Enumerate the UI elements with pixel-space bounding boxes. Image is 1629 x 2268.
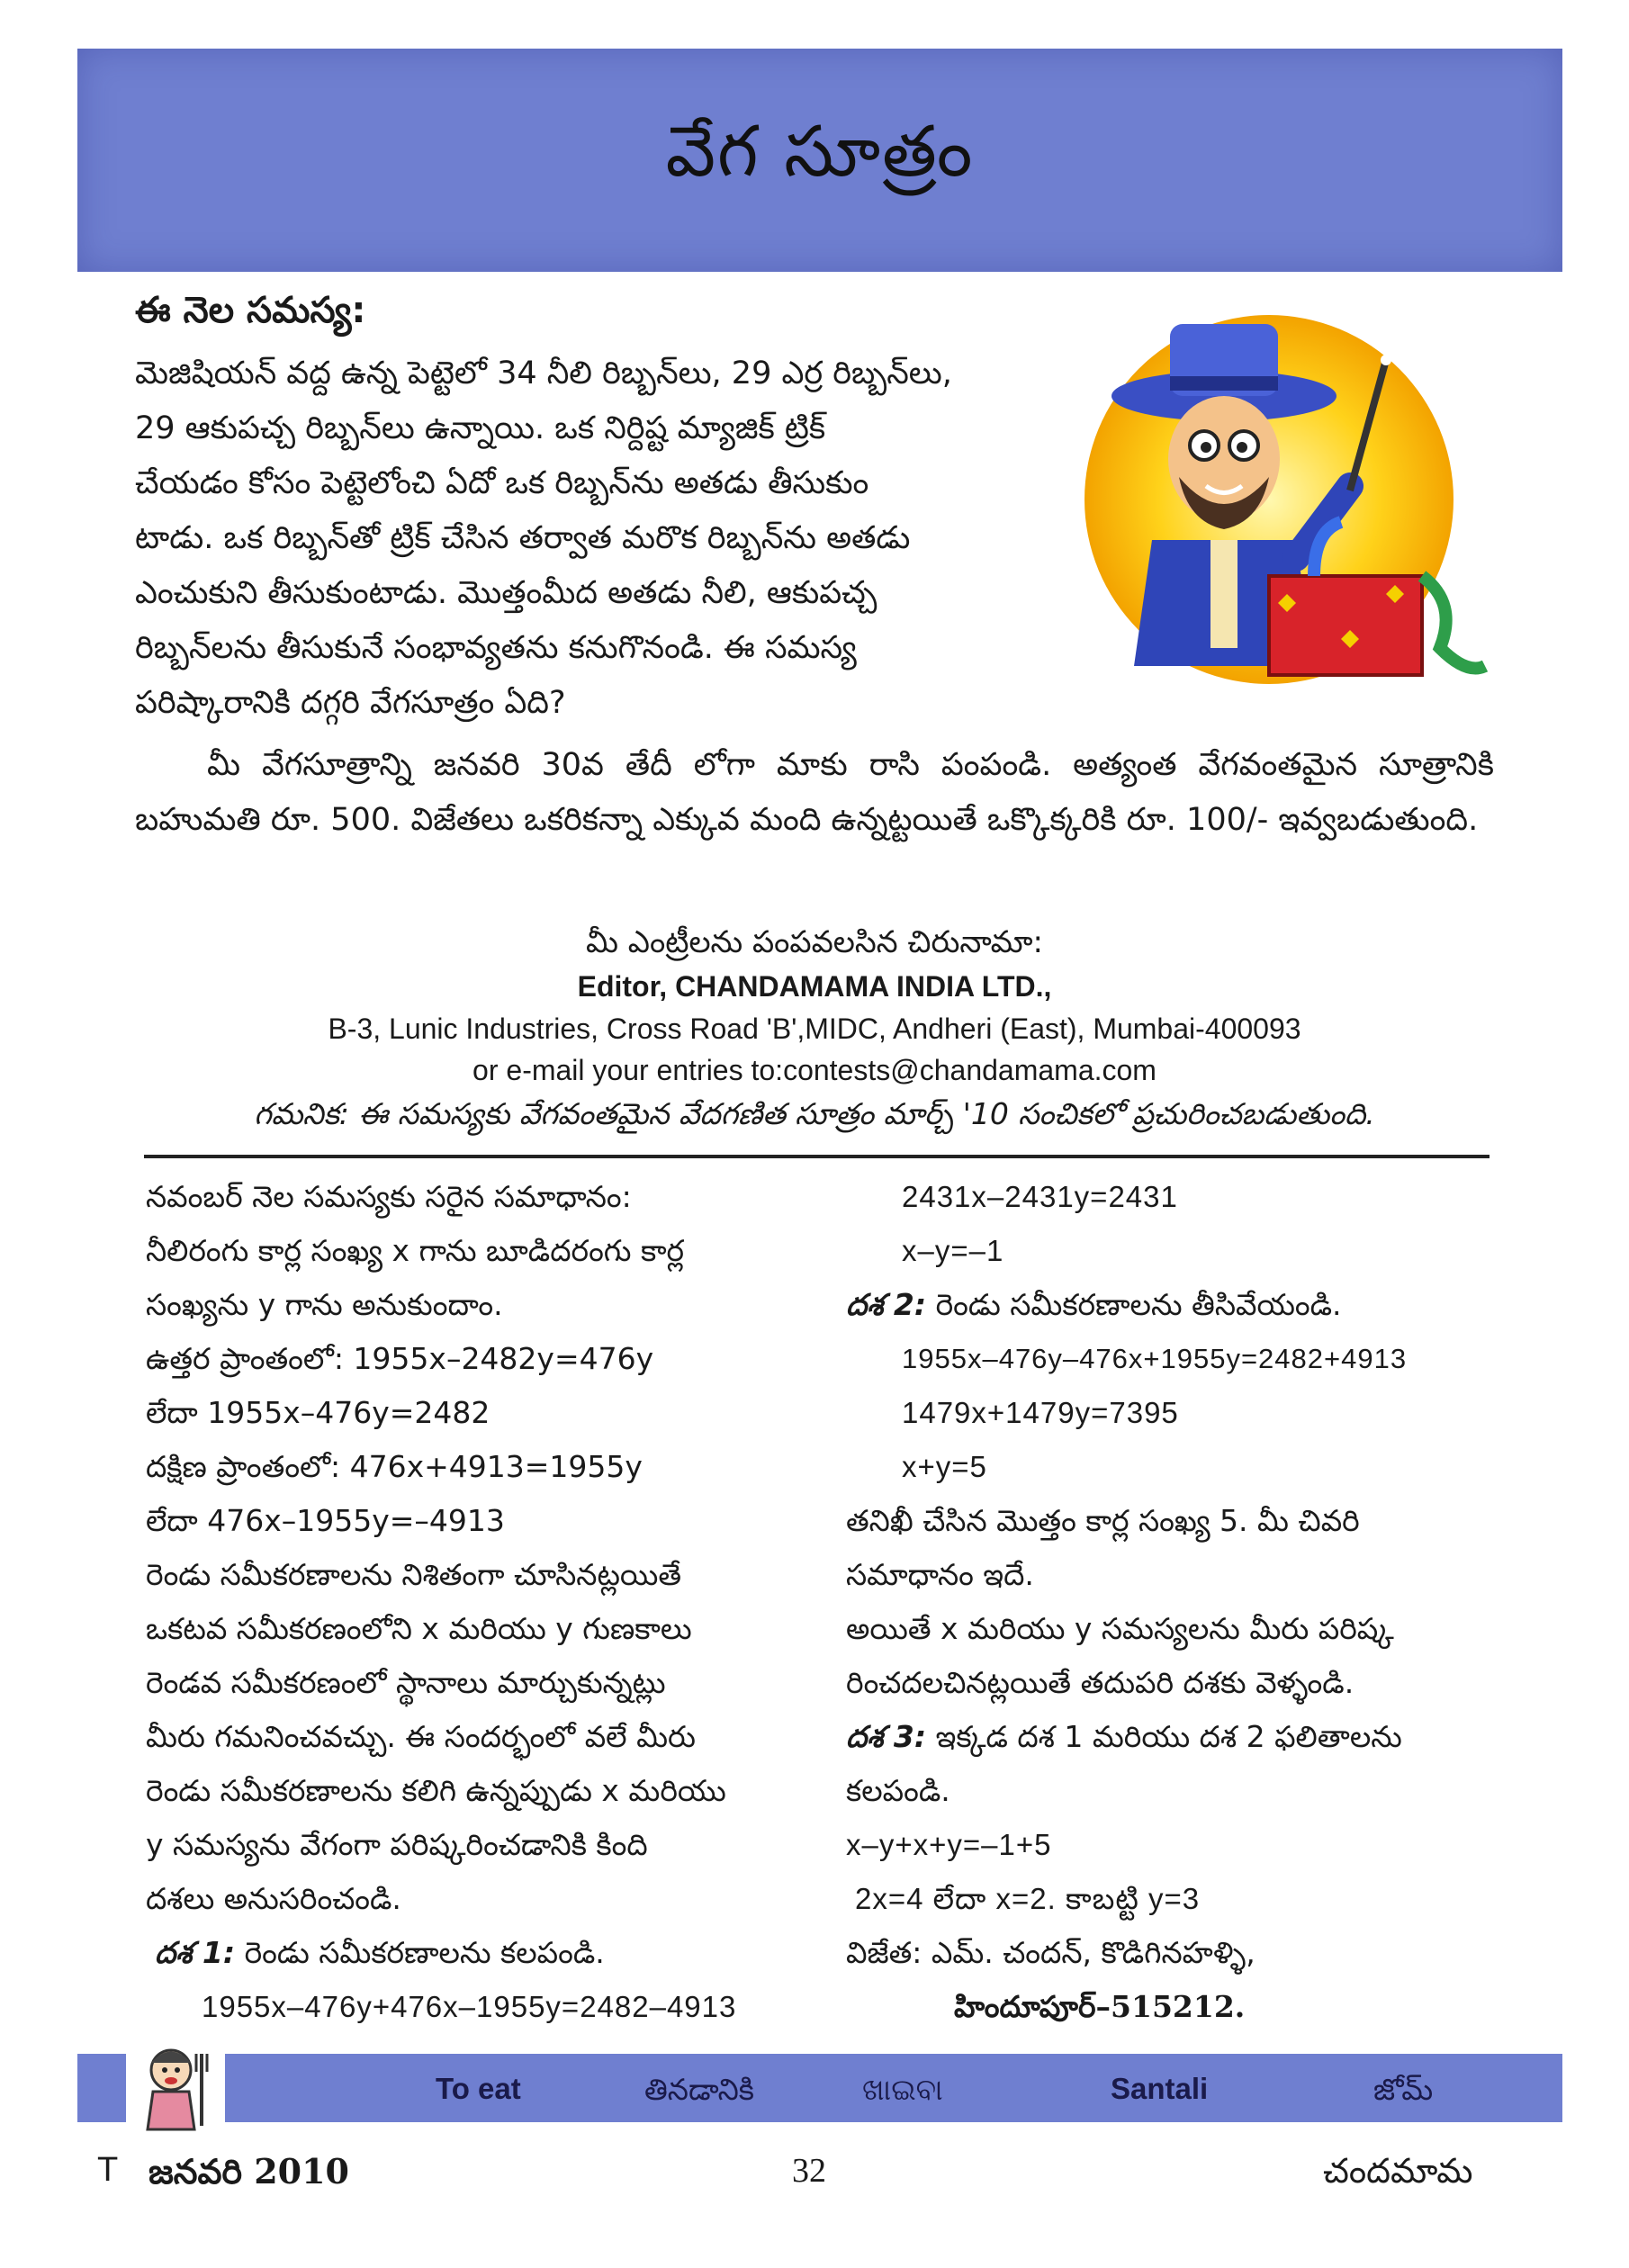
step2-text: రెండు సమీకరణాలను తీసివేయండి. [935, 1287, 1342, 1322]
solution-right-column [846, 1170, 1494, 2034]
problem-line: ఎంచుకుని తీసుకుంటాడు. మొత్తంమీద అతడు నీలి, ఆకుపచ్చ [135, 575, 878, 611]
header-banner [77, 49, 1562, 272]
page-number: 32 [792, 2152, 826, 2190]
problem-line: 29 ఆకుపచ్చ రిబ్బన్‌లు ఉన్నాయి. ఒక నిర్దిష్ట మ్యాజిక్ ట్రిక్ [135, 410, 826, 446]
solution-line: రెండవ సమీకరణంలో స్థానాలు మార్చుకున్నట్లు [146, 1665, 666, 1700]
solution-line: సంఖ్యను y గాను అనుకుందాం. [146, 1287, 503, 1322]
magician-illustration [1044, 306, 1494, 693]
band-odia: ଖାଇବା [862, 2072, 943, 2107]
footer-mark: T [97, 2151, 119, 2189]
solution-line: కలపండి. [846, 1773, 950, 1808]
step1 [146, 1926, 807, 1980]
solution-line: దక్షిణ ప్రాంతంలో: 476x+4913=1955y [146, 1449, 643, 1484]
solution-line: ఉత్తర ప్రాంతంలో: 1955x–2482y=476y [146, 1341, 654, 1376]
step3-label: దశ 3: [846, 1719, 927, 1754]
footer-date: జనవరి 2010 [148, 2151, 349, 2192]
step1-text: రెండు సమీకరణాలను కలపండి. [244, 1935, 605, 1970]
solution-line: మీరు గమనించవచ్చు. ఈ సందర్భంలో వలే మీరు [146, 1719, 696, 1754]
equation: 1479x+1479y=7395 [902, 1396, 1179, 1429]
street-address: B-3, Lunic Industries, Cross Road 'B',MIDC, Andheri (East), Mumbai-400093 [328, 1012, 1301, 1045]
magazine-name: చందమామ [1323, 2151, 1473, 2191]
eating-child-icon [126, 2036, 225, 2135]
problem-line: రిబ్బన్‌లను తీసుకునే సంభావ్యతను కనుగొనండి. ఈ సమస్య [135, 630, 857, 666]
solution-line: రెండు సమీకరణాలను కలిగి ఉన్నప్పుడు x మరియు [146, 1773, 726, 1808]
solution-line: y సమస్యను వేగంగా పరిష్కరించడానికి కింది [146, 1827, 648, 1862]
problem-line: మెజిషియన్ వద్ద ఉన్న పెట్టెలో 34 నీలి రిబ్బన్‌లు, 29 ఎర్ర రిబ్బన్‌లు, [135, 356, 952, 392]
equation: 2431x–2431y=2431 [902, 1180, 1178, 1213]
solution-line: ఒకటవ సమీకరణంలోని x మరియు y గుణకాలు [146, 1611, 692, 1646]
solution-line: సమాధానం ఇదే. [846, 1557, 1034, 1592]
solution-line: నవంబర్ నెల సమస్యకు సరైన సమాధానం: [146, 1179, 632, 1214]
solution-line: అయితే x మరియు y సమస్యలను మీరు పరిష్క [846, 1611, 1394, 1646]
solution-line: నీలిరంగు కార్ల సంఖ్య x గాను బూడిదరంగు కార్ల [146, 1233, 685, 1268]
problem-line: పరిష్కారానికి దగ్గరి వేగసూత్రం ఏది? [135, 685, 566, 721]
equation: x–y+x+y=–1+5 [846, 1828, 1052, 1861]
solution-line: రెండు సమీకరణాలను నిశితంగా చూసినట్లయితే [146, 1557, 682, 1592]
problem-body [135, 346, 1026, 731]
address-label: మీ ఎంట్రీలను పంపవలసిన చిరునామా: [586, 924, 1043, 960]
winner-label: విజేత: ఎమ్. చందన్, కొడిగినహళ్ళి, [846, 1935, 1256, 1970]
solution-line: లేదా 476x–1955y=–4913 [146, 1503, 505, 1538]
problem-heading: ఈ నెల సమస్య: [135, 290, 366, 331]
solution-line: రించదలచినట్లయితే తదుపరి దశకు వెళ్ళండి. [846, 1665, 1354, 1700]
band-telugu: తినడానికి [644, 2072, 755, 2107]
step3-text: ఇక్కడ దశ 1 మరియు దశ 2 ఫలితాలను [935, 1719, 1402, 1754]
band-santali-word: జోమ్ [1373, 2072, 1434, 2107]
solution-left-column [146, 1170, 807, 2034]
problem-line: టాడు. ఒక రిబ్బన్‌తో ట్రిక్ చేసిన తర్వాత మరొక రిబ్బన్‌ను అతడు [135, 520, 911, 556]
green-ribbon [1422, 576, 1485, 669]
solution-line: లేదా 1955x–476y=2482 [146, 1395, 490, 1430]
winner-address: హిందూపూర్–515212. [954, 1989, 1246, 2024]
email-line: or e-mail your entries to:contests@chandamama.com [472, 1054, 1156, 1086]
solution-line: దశలు అనుసరించండి. [146, 1881, 401, 1916]
page-title: వేగ సూత్రం [665, 112, 975, 193]
step3 [846, 1710, 1494, 1764]
equation: x+y=5 [902, 1450, 987, 1483]
equation: 1955x–476y–476x+1955y=2482+4913 [902, 1343, 1408, 1374]
magician-face [1168, 396, 1280, 522]
problem-line: చేయడం కోసం పెట్టెలోంచి ఏదో ఒక రిబ్బన్‌ను అతడు తీసుకుం [135, 465, 869, 501]
language-band [77, 2054, 1562, 2122]
equation: x–y=–1 [902, 1234, 1004, 1267]
section-divider [144, 1155, 1490, 1158]
instructions: మీ వేగసూత్రాన్ని జనవరి 30వ తేదీ లోగా మాకు రాసి పంపండి. అత్యంత వేగవంతమైన సూత్రానికి బహుమతి రూ. 500. విజేతలు ఒకరికన్నా ఎక్కువ మంది ఉన్నట్టయితే ఒక్కొక్కరికి రూ. 100/- ఇవ్వబడుతుంది. [135, 747, 1494, 838]
step2 [846, 1278, 1494, 1332]
band-english: To eat [436, 2072, 521, 2105]
step2-label: దశ 2: [846, 1287, 927, 1322]
address-block [135, 920, 1494, 1138]
publication-note: గమనిక: ఈ సమస్యకు వేగవంతమైన వేదగణిత సూత్రం మార్చ్ '10 సంచికలో ప్రచురించబడుతుంది. [254, 1096, 1375, 1131]
equation: 2x=4 లేదా x=2. కాబట్టి y=3 [855, 1882, 1201, 1915]
band-santali: Santali [1111, 2072, 1209, 2105]
step1-label: దశ 1: [155, 1935, 236, 1970]
solution-line: తనిఖీ చేసిన మొత్తం కార్ల సంఖ్య 5. మీ చివరి [846, 1503, 1360, 1538]
editor-name: Editor, CHANDAMAMA INDIA LTD., [577, 970, 1052, 1003]
step1-equation: 1955x–476y+476x–1955y=2482–4913 [202, 1990, 737, 2023]
